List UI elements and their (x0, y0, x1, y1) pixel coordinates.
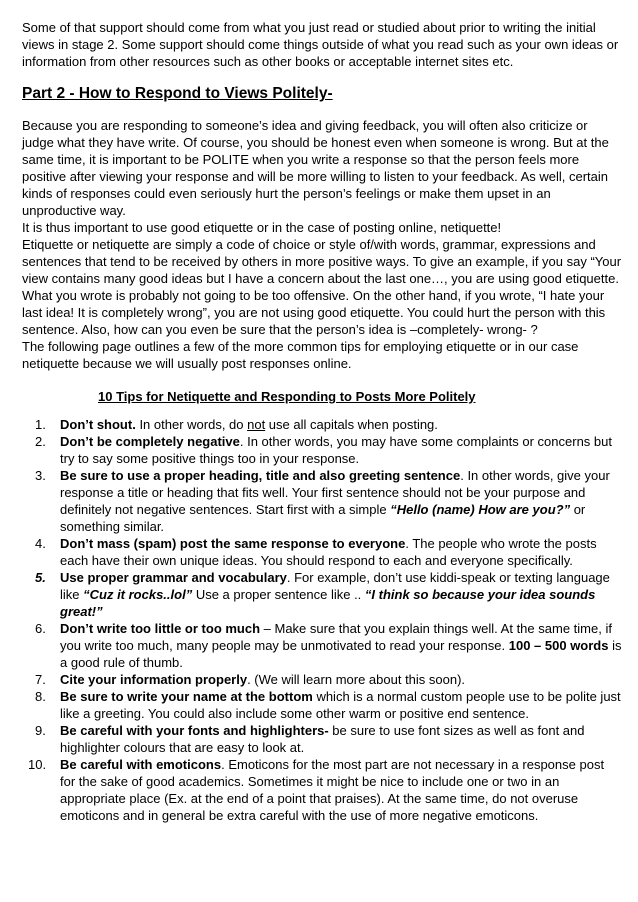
document-body (22, 19, 622, 824)
intro-paragraph: Some of that support should come from what you just read or studied about prior to writing the initial views in stage 2. Some support should come things outside of what you read such as your own ideas or information from other resources such as other books or acceptable internet sites etc. (22, 20, 619, 69)
tip-number: 2. (35, 434, 46, 449)
tip-number: 7. (35, 672, 46, 687)
tip-number: 10. (28, 757, 47, 772)
tip-title: Don’t write too little or too much (60, 621, 261, 636)
tip-number: 5. (35, 570, 46, 585)
tip-text: is a good rule of thumb. (60, 638, 622, 670)
tip-text: – Make sure that you explain things well. At the same time, if you write too much, many people may be unmotivated to read your response. (60, 621, 612, 653)
tip-item-3 (22, 467, 622, 535)
tip-text: use all capitals when posting. (265, 417, 438, 432)
tip-item-7 (22, 671, 622, 688)
tip-item-8 (22, 688, 622, 722)
tip-quote: “I think so because your idea sounds great!” (60, 587, 596, 619)
tip-text: . In other words, give your response a title or heading that fits well. Your first sentence should not be your purpose and definitely not negative sentences. Start first with a simple (60, 468, 610, 517)
tip-emphasis: not (247, 417, 266, 432)
tip-item-2 (22, 433, 622, 467)
tip-number: 6. (35, 621, 46, 636)
tip-text: . The people who wrote the posts each have their own unique ideas. You should respond to each and everyone specifically. (60, 536, 597, 568)
part2-heading: Part 2 - How to Respond to Views Politely- (22, 85, 333, 102)
part2-paragraph-3: Etiquette or netiquette are simply a code of choice or style of/with words, grammar, expressions and sentences that tend to be received by others in more positive ways. To give an example, if you say “Your view contains many good ideas but I have a concern about the last one…, you are using good etiquette. What you wrote is probably not going to be too offensive. On the other hand, if you wrote, “I hate your last idea! It is completely wrong”, you are not using good etiquette. You could hurt the person with this sentence. Also, how can you even be sure that the person’s idea is –completely- wrong- ? (22, 237, 622, 337)
tip-number: 4. (35, 536, 46, 551)
tip-text: be sure to use font sizes as well as font and highlighter colours that are easy to look at. (60, 723, 585, 755)
tip-number: 9. (35, 723, 46, 738)
tip-text: Use a proper sentence like .. (192, 587, 365, 602)
tip-text: . In other words, you may have some complaints or concerns but try to say some positive things too in your response. (60, 434, 612, 466)
tip-text: . Emoticons for the most part are not necessary in a response post for the sake of good academics. Sometimes it might be nice to include one or two in an appropriate place (Ex. at the end of a point that praises). At the same time, do not overuse emoticons and in general be extra careful with the use of more negative emoticons. (60, 757, 605, 823)
tip-number: 1. (35, 417, 46, 432)
tip-item-4 (22, 535, 622, 569)
tip-title: Don’t shout. (60, 417, 136, 432)
tip-text: . For example, don’t use kiddi-speak or texting language like (60, 570, 610, 602)
part2-paragraph-2: It is thus important to use good etiquette or in the case of posting online, netiquette! (22, 220, 502, 235)
tip-title: Be careful with emoticons (60, 757, 222, 772)
tip-item-1 (22, 416, 622, 433)
part2-paragraph-1: Because you are responding to someone’s idea and giving feedback, you will often also criticize or judge what they have write. Of course, you should be honest even when someone is wrong. But at the same time, it is important to be POLITE when you write a response so that the person feels more positive after viewing your response and will be more willing to listen to your feedback. As well, certain kinds of responses could even seriously hurt the person’s feelings or make them upset in an unproductive way. (22, 118, 609, 218)
tip-item-9 (22, 722, 622, 756)
tip-number: 3. (35, 468, 46, 483)
part2-paragraph-4: The following page outlines a few of the more common tips for employing etiquette or in our case netiquette because we will usually post responses online. (22, 339, 579, 371)
tip-title: Be careful with your fonts and highlighters- (60, 723, 329, 738)
tip-title: Don’t be completely negative (60, 434, 240, 449)
tip-title: Cite your information properly (60, 672, 248, 687)
tip-text: which is a normal custom people use to be polite just like a greeting. You could also include some other warm or positive end sentence. (60, 689, 621, 721)
tip-quote: “Hello (name) How are you?” (390, 502, 571, 517)
tips-list (22, 416, 622, 824)
tip-number: 8. (35, 689, 46, 704)
tip-title: Don’t mass (spam) post the same response to everyone (60, 536, 406, 551)
tip-item-10 (22, 756, 622, 824)
tip-item-6 (22, 620, 622, 671)
tips-heading: 10 Tips for Netiquette and Responding to Posts More Politely (98, 389, 476, 404)
tip-title: Be sure to write your name at the bottom (60, 689, 313, 704)
tip-quote: “Cuz it rocks..lol” (83, 587, 193, 602)
tip-emphasis: 100 – 500 words (508, 638, 609, 653)
tip-item-5 (22, 569, 622, 620)
tip-text: or something similar. (60, 502, 586, 534)
tip-text: In other words, do (135, 417, 248, 432)
tip-text: . (We will learn more about this soon). (247, 672, 466, 687)
tip-title: Use proper grammar and vocabulary (60, 570, 287, 585)
tip-title: Be sure to use a proper heading, title and also greeting sentence (60, 468, 461, 483)
